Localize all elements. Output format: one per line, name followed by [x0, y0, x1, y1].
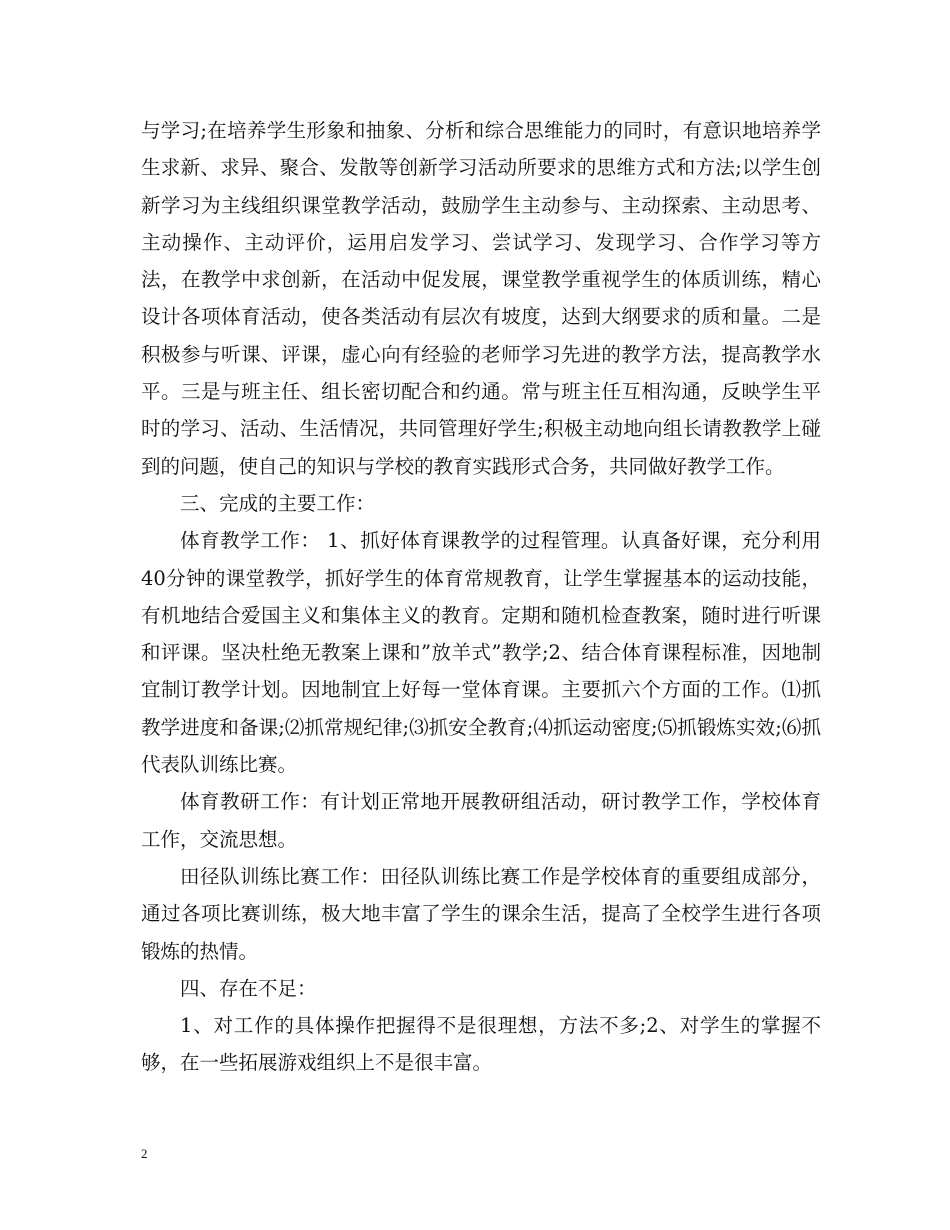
section-heading-shortcomings: 四、存在不足： — [180, 976, 317, 1000]
page-number: 2 — [141, 1146, 148, 1161]
paragraph-pe-teaching: 体育教学工作： 1、抓好体育课教学的过程管理。认真备好课，充分利用40分钟的课堂教学，抓好学生的体育常规教育，让学生掌握基本的运动技能，有机地结合爱国主义和集体主义的教育。定期和随机检查教案，随时进行听课和评课。坚决杜绝无教案上课和”放羊式”教学;2、结合体育课程标准，因地制宜制订教学计划。因地制宜上好每一堂体育课。主要抓六个方面的工作。⑴抓教学进度和备课;⑵抓常规纪律;⑶抓安全教育;⑷抓运动密度;⑸抓锻炼实效;⑹抓代表队训练比赛。 — [141, 529, 821, 777]
paragraph-continuation: 与学习;在培养学生形象和抽象、分析和综合思维能力的同时，有意识地培养学生求新、求异、聚合、发散等创新学习活动所要求的思维方式和方法;以学生创新学习为主线组织课堂教学活动，鼓励学生主动参与、主动探索、主动思考、主动操作、主动评价，运用启发学习、尝试学习、发现学习、合作学习等方法，在教学中求创新，在活动中促发展，课堂教学重视学生的体质训练，精心设计各项体育活动，使各类活动有层次有坡度，达到大纲要求的质和量。二是积极参与听课、评课，虚心向有经验的老师学习先进的教学方法，提高教学水平。三是与班主任、组长密切配合和约通。常与班主任互相沟通，反映学生平时的学习、活动、生活情况，共同管理好学生;积极主动地向组长请教教学上碰到的问题，使自己的知识与学校的教育实践形式合务，共同做好教学工作。 — [141, 119, 821, 478]
paragraph-shortcomings: 1、对工作的具体操作把握得不是很理想，方法不多;2、对学生的掌握不够，在一些拓展游戏组织上不是很丰富。 — [141, 1014, 821, 1075]
paragraph-track-team: 田径队训练比赛工作：田径队训练比赛工作是学校体育的重要组成部分，通过各项比赛训练，极大地丰富了学生的课余生活，提高了全校学生进行各项锻炼的热情。 — [141, 864, 821, 963]
document-body — [141, 112, 821, 1082]
section-heading-main-work: 三、完成的主要工作： — [180, 491, 376, 515]
paragraph-pe-research: 体育教研工作：有计划正常地开展教研组活动，研讨教学工作，学校体育工作，交流思想。 — [141, 790, 821, 851]
